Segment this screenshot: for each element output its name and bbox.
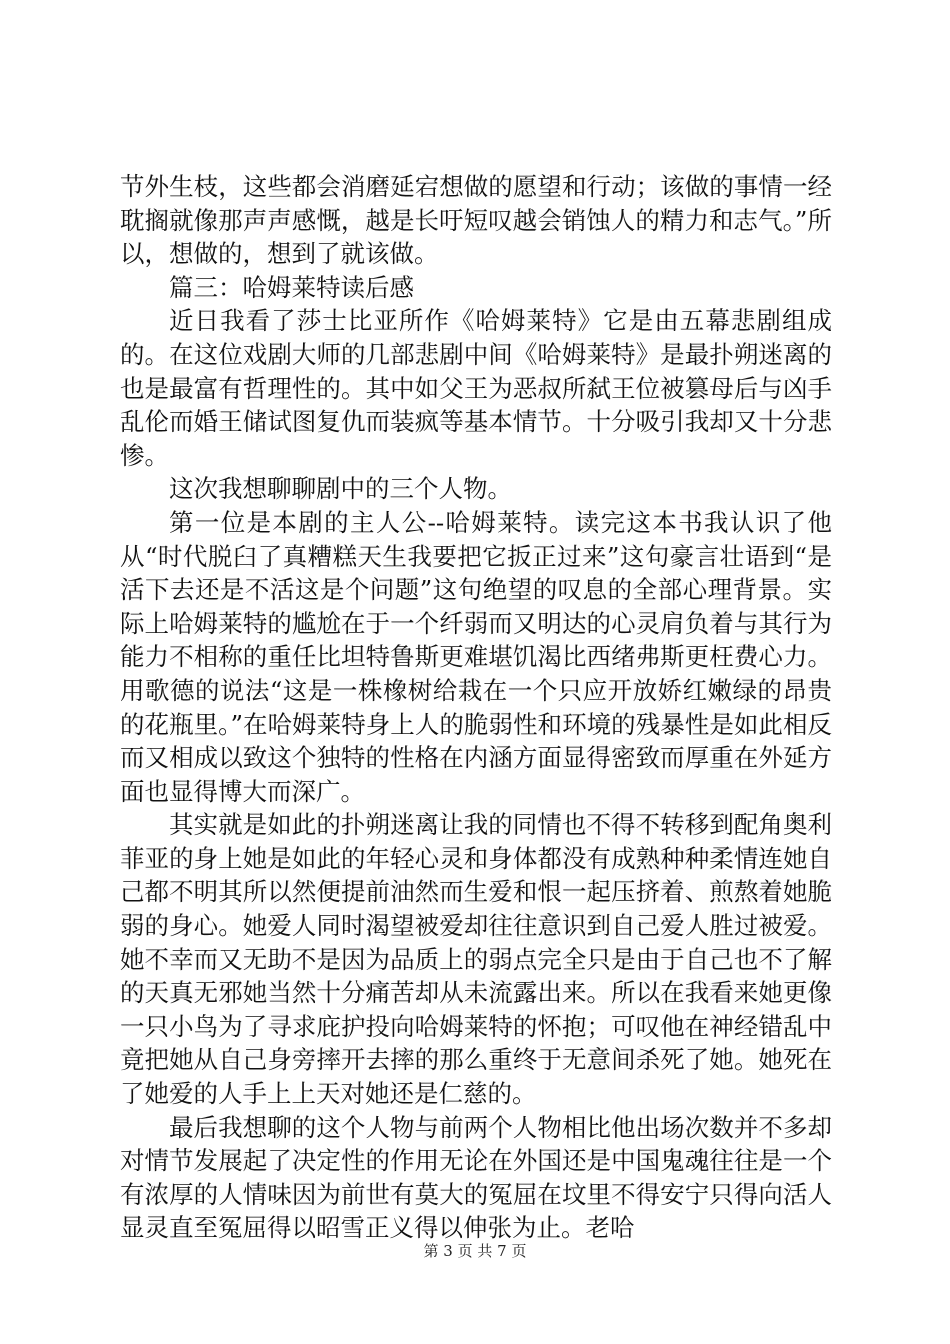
paragraph-ghost: 最后我想聊的这个人物与前两个人物相比他出场次数并不多却对情节发展起了决定性的作用无论在外国还是中国鬼魂往往是一个有浓厚的人情味因为前世有莫大的冤屈在坟里不得安宁只得向活人显灵直至冤屈得以昭雪正义得以伸张为止。老哈 bbox=[120, 1112, 832, 1243]
paragraph-hamlet: 第一位是本剧的主人公--哈姆莱特。读完这本书我认识了他从“时代脱臼了真糟糕天生我要把它扳正过来”这句豪言壮语到“是活下去还是不活这是个问题”这句绝望的叹息的全部心理背景。实际上哈姆莱特的尴尬在于一个纤弱而又明达的心灵肩负着与其行为能力不相称的重任比坦特鲁斯更难堪饥渴比西绪弗斯更枉费心力。用歌德的说法“这是一株橡树给栽在一个只应开放娇红嫩绿的昂贵的花瓶里。”在哈姆莱特身上人的脆弱性和环境的残暴性是如此相反而又相成以致这个独特的性格在内涵方面显得密致而厚重在外延方面也显得博大而深广。 bbox=[120, 507, 832, 806]
paragraph-intro: 近日我看了莎士比亚所作《哈姆莱特》它是由五幕悲剧组成的。在这位戏剧大师的几部悲剧中间《哈姆莱特》是最扑朔迷离的也是最富有哲理性的。其中如父王为恶叔所弑王位被篡母后与凶手乱伦而婚王储试图复仇而装疯等基本情节。十分吸引我却又十分悲惨。 bbox=[120, 306, 832, 470]
paragraph-topic: 这次我想聊聊剧中的三个人物。 bbox=[169, 474, 512, 504]
paragraph-continuation: 节外生枝，这些都会消磨延宕想做的愿望和行动；该做的事情一经耽搁就像那声声感慨，越是长吁短叹越会销蚀人的精力和志气。”所以，想做的，想到了就该做。 bbox=[120, 172, 832, 269]
section-heading: 篇三：哈姆莱特读后感 bbox=[169, 272, 414, 302]
page-number: 第 3 页 共 7 页 bbox=[423, 1242, 527, 1260]
paragraph-ophelia: 其实就是如此的扑朔迷离让我的同情也不得不转移到配角奥利菲亚的身上她是如此的年轻心灵和身体都没有成熟种种柔情连她自己都不明其所以然便提前油然而生爱和恨一起压挤着、煎熬着她脆弱的身心。她爱人同时渴望被爱却往往意识到自己爱人胜过被爱。她不幸而又无助不是因为品质上的弱点完全只是由于自己也不了解的天真无邪她当然十分痛苦却从未流露出来。所以在我看来她更像一只小鸟为了寻求庇护投向哈姆莱特的怀抱；可叹他在神经错乱中竟把她从自己身旁摔开去摔的那么重终于无意间杀死了她。她死在了她爱的人手上上天对她还是仁慈的。 bbox=[120, 810, 832, 1109]
body-text bbox=[120, 170, 832, 1245]
